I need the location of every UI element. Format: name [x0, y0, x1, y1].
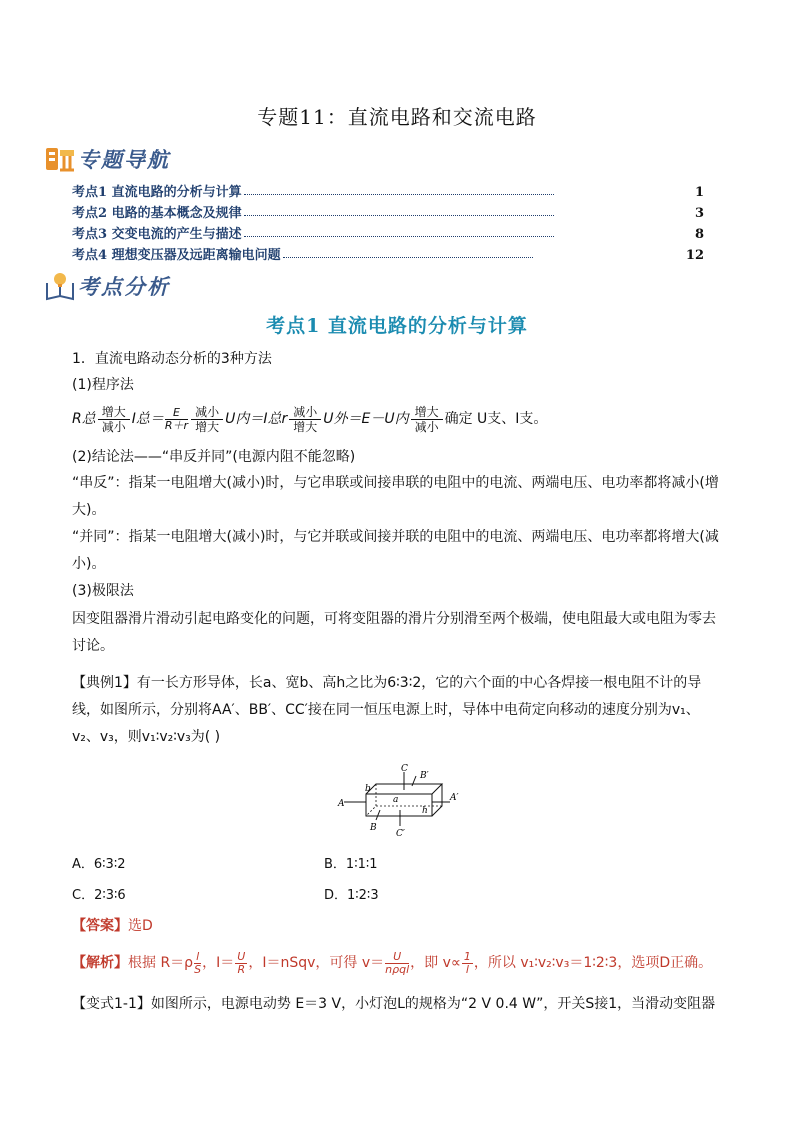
page-title: 专题11：直流电路和交流电路 — [257, 105, 537, 129]
toc-leader — [283, 256, 533, 258]
answer-text: 选D — [128, 918, 153, 934]
label-c-bottom: C′ — [396, 829, 405, 839]
analysis-fraction — [462, 951, 473, 976]
option-b[interactable]: B．1∶1∶1 — [324, 857, 378, 872]
fraction-numerator: 1 — [463, 949, 471, 963]
toc-item[interactable] — [72, 180, 704, 200]
formula-arrow — [98, 405, 130, 434]
fraction-denominator: S — [194, 962, 202, 976]
analysis-banner-label: 考点分析 — [78, 275, 170, 299]
formula-r-total: R总 — [72, 410, 96, 427]
fraction-numerator: l — [196, 949, 200, 963]
label-height: h — [422, 806, 428, 816]
variant-question: 【变式1-1】如图所示，电源电动势 E＝3 V，小灯泡L的规格为“2 V 0.4 W”，开关S接1，当滑动变阻器 — [72, 996, 716, 1012]
label-b-bottom: B — [370, 823, 377, 833]
toc-leader — [244, 214, 554, 216]
toc-leader — [244, 193, 554, 195]
toc-item[interactable] — [72, 201, 704, 221]
formula-arrow — [191, 405, 223, 434]
toc-item-text: 考点1 直流电路的分析与计算 — [72, 185, 242, 200]
paragraph: “串反”：指某一电阻增大(减小)时，与它串联或间接串联的电阻中的电流、两端电压、电功率都将减小(增大)。 — [72, 475, 719, 518]
paragraph: (1)程序法 — [72, 377, 134, 393]
formula-tail: 确定 U支、I支。 — [444, 410, 548, 427]
fraction-denominator: l — [465, 962, 469, 976]
paragraph: “并同”：指某一电阻增大(减小)时，与它并联或间接并联的电阻中的电流、两端电压、电功率都将增大(减小)。 — [72, 529, 719, 572]
paragraph: 1．直流电路动态分析的3种方法 — [72, 351, 272, 367]
analysis-seg: ，即 v∝ — [410, 954, 461, 971]
formula-i-total: I总＝ — [131, 410, 164, 427]
paragraph: (3)极限法 — [72, 583, 134, 599]
arrow-bottom-label: 增大 — [195, 419, 220, 434]
formula-u-in: U内＝I总r — [225, 410, 288, 427]
label-a-left: A — [338, 799, 345, 809]
fraction-numerator: U — [237, 949, 246, 963]
nav-banner — [44, 144, 170, 174]
label-width: b — [365, 784, 371, 794]
arrow-bottom-label: 增大 — [293, 419, 318, 434]
answer-line — [72, 913, 724, 940]
arrow-bottom-label: 减小 — [101, 419, 126, 434]
arrow-top-label: 增大 — [411, 405, 443, 420]
fraction-denominator: R＋r — [164, 418, 189, 432]
label-a-right: A′ — [450, 793, 459, 803]
option-d[interactable]: D．1∶2∶3 — [324, 888, 379, 903]
toc-item-page: 3 — [694, 206, 704, 221]
example-question: 【典例1】有一长方形导体，长a、宽b、高h之比为6∶3∶2，它的六个面的中心各焊接一根电阻不计的导线，如图所示，分别将AA′、BB′、CC′接在同一恒压电源上时，导体中电荷定向移动的速度分别为v₁、v₂、v₃，则v₁∶v₂∶v₃为( ) — [72, 675, 702, 745]
arrow-bottom-label: 减小 — [414, 419, 439, 434]
analysis-fraction — [385, 951, 409, 976]
book-bulb-icon — [44, 271, 78, 301]
fraction-denominator: nρql — [385, 962, 410, 976]
option-c[interactable]: C．2∶3∶6 — [72, 888, 126, 903]
analysis-line — [72, 944, 724, 982]
toc-item-page: 8 — [694, 227, 704, 242]
analysis-seg: 根据 R＝ρ — [128, 954, 194, 971]
paragraph: (2)结论法——“串反并同”(电源内阻不能忽略) — [72, 449, 356, 465]
toc-item-page: 1 — [694, 185, 704, 200]
toc-item-text: 考点4 理想变压器及远距离输电问题 — [72, 248, 281, 263]
analysis-banner — [44, 271, 170, 301]
arrow-top-label: 减小 — [191, 405, 223, 420]
compass-icon — [44, 144, 78, 174]
toc-item-text: 考点3 交变电流的产生与描述 — [72, 227, 242, 242]
label-b-top: B′ — [420, 771, 429, 781]
toc-item-page: 12 — [685, 248, 704, 263]
analysis-fraction — [235, 951, 247, 976]
toc-item[interactable] — [72, 243, 704, 263]
analysis-fraction — [194, 951, 201, 976]
analysis-seg: ，I＝nSqv，可得 v＝ — [248, 954, 385, 971]
answer-tag: 【答案】 — [72, 918, 128, 934]
analysis-seg: ，所以 v₁∶v₂∶v₃＝1∶2∶3，选项D正确。 — [473, 954, 713, 971]
analysis-seg: ，I＝ — [202, 954, 235, 971]
arrow-top-label: 增大 — [98, 405, 130, 420]
formula-fraction — [165, 407, 188, 432]
paragraph: 因变阻器滑片滑动引起电路变化的问题，可将变阻器的滑片分别滑至两个极端，使电阻最大或电阻为零去讨论。 — [72, 611, 716, 654]
fraction-denominator: R — [237, 962, 246, 976]
fraction-numerator: E — [165, 407, 188, 420]
option-a[interactable]: A．6∶3∶2 — [72, 857, 126, 872]
label-length: a — [393, 795, 399, 805]
formula-u-out: U外＝E－U内 — [323, 410, 409, 427]
formula-arrow — [289, 405, 321, 434]
toc-item[interactable] — [72, 222, 704, 242]
label-c-top: C — [401, 764, 408, 774]
arrow-top-label: 减小 — [289, 405, 321, 420]
fraction-numerator: U — [385, 951, 409, 964]
section-heading: 考点1 直流电路的分析与计算 — [266, 315, 528, 337]
nav-banner-label: 专题导航 — [78, 148, 170, 172]
formula-arrow — [411, 405, 443, 434]
analysis-tag: 【解析】 — [72, 954, 128, 971]
toc-item-text: 考点2 电路的基本概念及规律 — [72, 206, 242, 221]
procedure-formula — [72, 399, 724, 439]
conductor-figure — [338, 764, 463, 839]
toc-leader — [244, 235, 554, 237]
